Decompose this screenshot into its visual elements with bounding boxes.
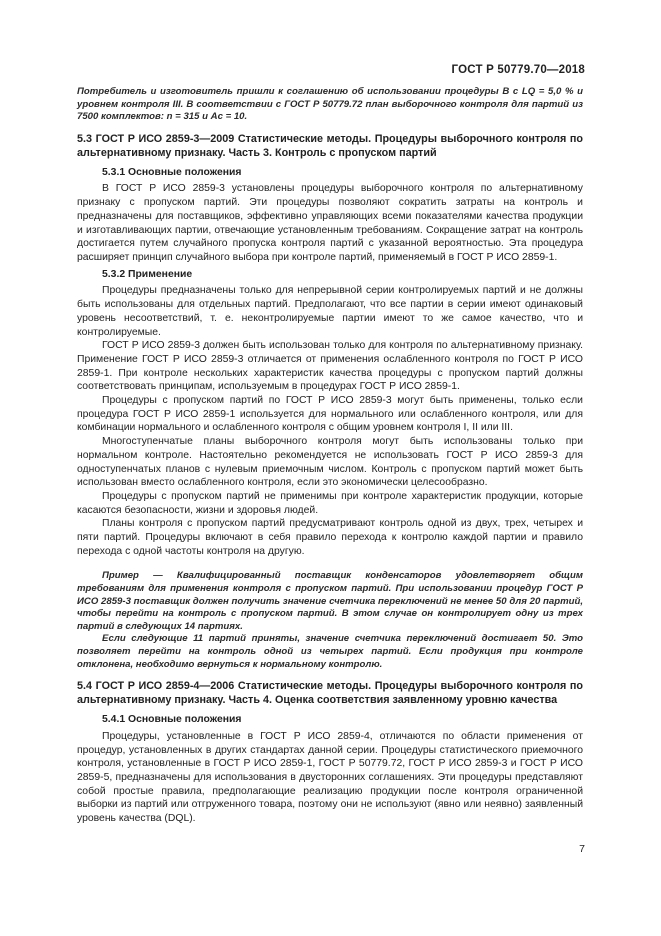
intro-example: Потребитель и изготовитель пришли к соглашению об использовании процедуры В с LQ = 5,0 % и уровнем контроля III. В соответствии с ГОСТ Р 50779.72 план выборочного контроля для партий из 7500 комплектов: n = 315 и Ac = 10.	[77, 86, 583, 123]
page-content	[77, 86, 583, 826]
section-5-3-2-heading: 5.3.2 Применение	[102, 268, 193, 280]
paragraph: В ГОСТ Р ИСО 2859-3 установлены процедуры выборочного контроля по альтернативному признаку с пропуском партий. Эти процедуры позволяют сократить затраты на контроль и предназначены для поставщиков, эффективно управляющих всеми показателями качества продукции и изготавливающих партии, отвечающие установленным требованиям. Сокращение затрат на контроль достигается путем случайного пропуска контроля партий с указанной вероятностью. Эта процедура расширяет принцип случайного выбора при контроле партий, применяемый в ГОСТ Р ИСО 2859-1.	[77, 183, 583, 263]
example-paragraph: Если следующие 11 партий приняты, значение счетчика переключений достигает 50. Это позволяет перейти на контроль одной из четырех партий. Если продукция при контроле отклонена, необходимо вернуться к нормальному контролю.	[77, 633, 583, 670]
paragraph: Процедуры предназначены только для непрерывной серии контролируемых партий и не должны быть использованы для отдельных партий. Предполагают, что все партии в серии имеют одинаковый уровень несоответствий, т. е. неконтролируемые партии имеют то же самое качество, что и контролируемые.	[77, 285, 583, 338]
section-5-3-heading: 5.3 ГОСТ Р ИСО 2859-3—2009 Статистические методы. Процедуры выборочного контроля по альтернативному признаку. Часть 3. Контроль с пропуском партий	[77, 132, 583, 159]
paragraph: Планы контроля с пропуском партий предусматривают контроль одной из двух, трех, четырех и пяти партий. Процедуры включают в себя правило перехода к контролю каждой партии и правило перехода с одной частоты контроля на другую.	[77, 518, 583, 557]
section-5-3-1-heading: 5.3.1 Основные положения	[102, 166, 242, 178]
paragraph: Процедуры с пропуском партий по ГОСТ Р ИСО 2859-3 могут быть применены, только если процедура ГОСТ Р ИСО 2859-1 используется для нормального или ослабленного контроля, или для комбинации нормального и ослабленного контроля с общим уровнем контроля I, II или III.	[77, 395, 583, 434]
section-5-4-1-heading: 5.4.1 Основные положения	[102, 714, 242, 726]
example-paragraph: Пример — Квалифицированный поставщик конденсаторов удовлетворяет общим требованиям для применения контроля с пропуском партий. При использовании процедур ГОСТ Р ИСО 2859-3 поставщик должен получить значение счетчика переключений не менее 50 для 20 партий, чтобы перейти на контроль с пропуском партий. В этом случае он контролирует одну из трех партий в следующих 14 партиях.	[77, 570, 583, 632]
page-number: 7	[579, 843, 585, 855]
paragraph: ГОСТ Р ИСО 2859-3 должен быть использован только для контроля по альтернативному признаку. Применение ГОСТ Р ИСО 2859-3 отличается от применения ослабленного контроля по ГОСТ Р ИСО 2859-1. При контроле нескольких характеристик качества процедуры с пропуском партий должны соответствовать принципам, используемым в процедурах ГОСТ Р ИСО 2859-1.	[77, 340, 583, 393]
paragraph: Многоступенчатые планы выборочного контроля могут быть использованы только при нормальном контроле. Настоятельно рекомендуется не использовать ГОСТ Р ИСО 2859-3 для одноступенчатых планов с нулевым приемочным числом. Контроль с пропуском партий может быть использован вместо ослабленного контроля, если это экономически целесообразно.	[77, 436, 583, 489]
section-5-4-heading: 5.4 ГОСТ Р ИСО 2859-4—2006 Статистические методы. Процедуры выборочного контроля по альтернативному признаку. Часть 4. Оценка соответствия заявленному уровню качества	[77, 680, 583, 707]
paragraph: Процедуры с пропуском партий не применимы при контроле характеристик продукции, которые касаются безопасности, жизни и здоровья людей.	[77, 490, 583, 516]
standard-code-header: ГОСТ Р 50779.70—2018	[451, 64, 585, 76]
paragraph: Процедуры, установленные в ГОСТ Р ИСО 2859-4, отличаются по области применения от процедур, установленных в других стандартах данной серии. Процедуры статистического приемочного контроля, установленные в ГОСТ Р ИСО 2859-1, ГОСТ Р 50779.72, ГОСТ Р ИСО 2859-3 и ГОСТ Р ИСО 2859-5, предназначены для использования в двусторонних соглашениях. Эти процедуры представляют собой простые правила, предполагающие реализацию продукции после контроля ограниченной выборки из партий или отгруженного товара, поэтому они не используют (явно или неявно) заявленный уровень качества (DQL).	[77, 730, 583, 825]
